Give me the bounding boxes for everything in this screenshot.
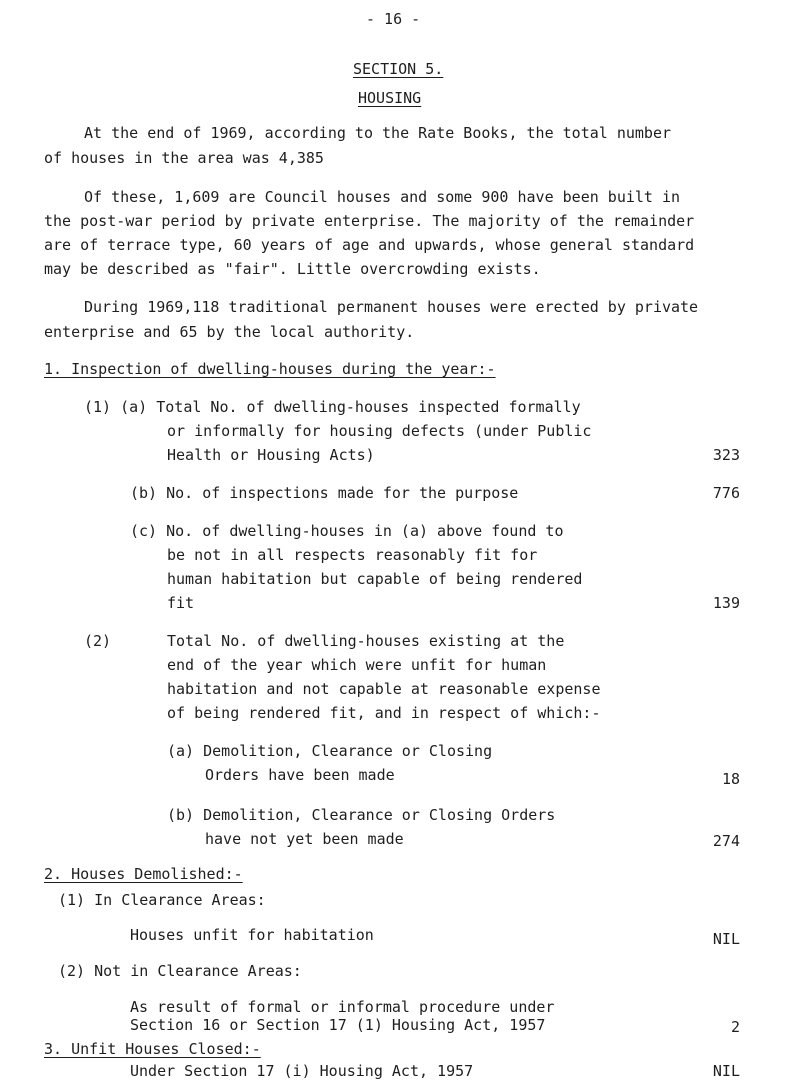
item1-a-line-1: (1) (a) Total No. of dwelling-houses inspected formally [84,398,581,416]
item2-sub1-value: NIL [712,930,740,948]
section-title: SECTION 5. [353,60,444,78]
item1-b-line: (b) No. of inspections made for the purpose [130,484,519,502]
item1-b-value: 776 [712,484,740,502]
intro-p2-line-4: may be described as "fair". Little overcrowding exists. [44,260,541,278]
housing-heading: HOUSING [358,89,422,107]
item1-a-line-2: or informally for housing defects (under Public [167,422,592,440]
intro-p3-line-1: During 1969,118 traditional permanent houses were erected by private [84,298,699,316]
item1-c-line-3: human habitation but capable of being rendered [167,570,583,588]
item1-two-line-2: end of the year which were unfit for human [167,656,547,674]
item1-c-value: 139 [712,594,740,612]
item1-a-value: 323 [712,446,740,464]
item1-two-line-3: habitation and not capable at reasonable expense [167,680,601,698]
item3-heading: 3. Unfit Houses Closed:- [44,1040,261,1058]
item1-two-b-line-2: have not yet been made [205,830,404,848]
item1-c-line-1: (c) No. of dwelling-houses in (a) above found to [130,522,564,540]
intro-p2-line-3: are of terrace type, 60 years of age and upwards, whose general standard [44,236,695,254]
item2-heading: 2. Houses Demolished:- [44,865,243,883]
item1-two-label: (2) [84,632,112,650]
item3-line: Under Section 17 (i) Housing Act, 1957 [130,1062,474,1080]
item2-sub2-value: 2 [730,1018,740,1036]
item1-two-line-1: Total No. of dwelling-houses existing at the [167,632,565,650]
item1-c-line-4: fit [167,594,195,612]
intro-p3-line-2: enterprise and 65 by the local authority. [44,323,415,341]
item2-sub1: (1) In Clearance Areas: [58,891,266,909]
item1-c-line-2: be not in all respects reasonably fit for [167,546,538,564]
item2-sub2: (2) Not in Clearance Areas: [58,962,302,980]
item2-sub2-line-1: As result of formal or informal procedure under [130,998,555,1016]
intro-p2-line-2: the post-war period by private enterprise. The majority of the remainder [44,212,695,230]
item1-two-b-line-1: (b) Demolition, Clearance or Closing Orders [167,806,556,824]
item3-value: NIL [712,1062,740,1080]
item1-a-line-3: Health or Housing Acts) [167,446,375,464]
item1-two-a-value: 18 [721,770,740,788]
intro-p1-line-1: At the end of 1969, according to the Rate Books, the total number [84,124,671,142]
item2-sub1-line: Houses unfit for habitation [130,926,374,944]
item1-two-a-line-2: Orders have been made [205,766,395,784]
intro-p1-line-2: of houses in the area was 4,385 [44,149,324,167]
item1-two-b-value: 274 [712,832,740,850]
item1-heading: 1. Inspection of dwelling-houses during the year:- [44,360,496,378]
intro-p2-line-1: Of these, 1,609 are Council houses and some 900 have been built in [84,188,681,206]
item2-sub2-line-2: Section 16 or Section 17 (1) Housing Act, 1957 [130,1016,546,1034]
item1-two-a-line-1: (a) Demolition, Clearance or Closing [167,742,493,760]
item1-two-line-4: of being rendered fit, and in respect of which:- [167,704,601,722]
page-number: - 16 - [366,10,421,28]
